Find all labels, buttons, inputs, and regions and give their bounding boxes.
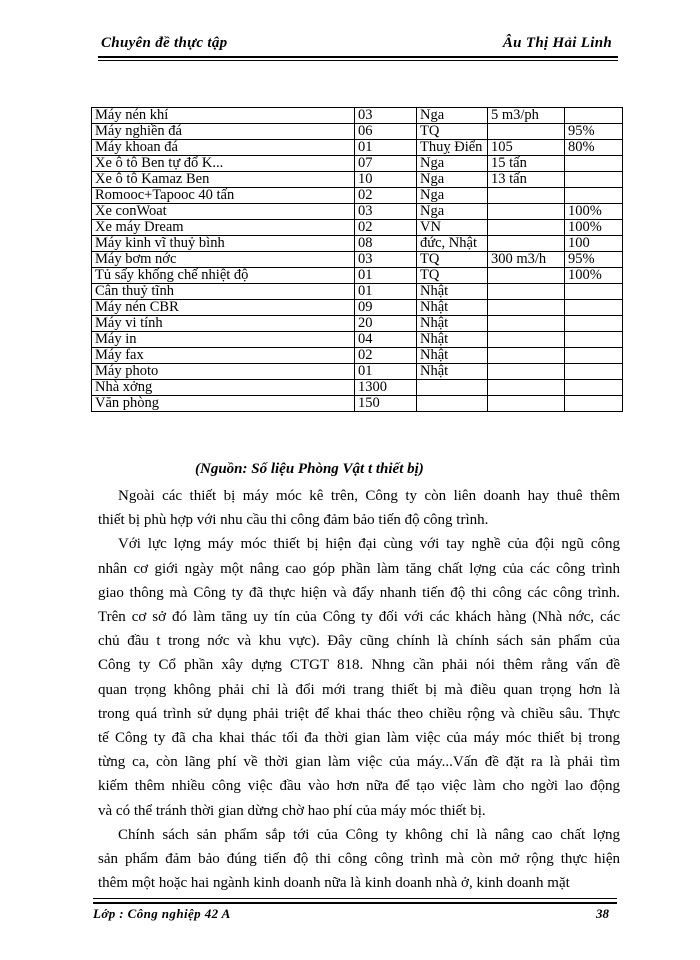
table-row <box>92 300 623 316</box>
table-cell: 100 <box>565 236 623 252</box>
table-row <box>92 380 623 396</box>
table-row <box>92 284 623 300</box>
table-cell: 20 <box>355 316 417 332</box>
table-cell: Nhật <box>417 316 488 332</box>
paragraph-line: tế Công ty đã cha khai thác tối đa thời gian làm việc của máy móc thiết bị trong <box>98 730 620 747</box>
table-cell: Tủ sấy khống chế nhiệt độ <box>92 268 355 284</box>
table-row <box>92 188 623 204</box>
table-cell <box>488 300 565 316</box>
table-cell: 01 <box>355 284 417 300</box>
paragraph-line: Với lực lợng máy móc thiết bị hiện đại cùng với tay nghề của đội ngũ công <box>118 536 620 553</box>
paragraph-line: thiết bị phù hợp với nhu cầu thi công đảm bảo tiến độ công trình. <box>98 512 489 529</box>
table-cell: Nga <box>417 156 488 172</box>
paragraph-line: kiếm thêm nhiều công việc đầu vào hơn nữa để tạo việc làm cho ngời lao động <box>98 778 620 795</box>
table-row <box>92 156 623 172</box>
table-cell <box>488 124 565 140</box>
paragraph-line: từng ca, còn lãng phí về thời gian làm việc của máy...Vấn đề đặt ra là phải tìm <box>98 754 620 771</box>
table-row <box>92 252 623 268</box>
table-cell <box>565 188 623 204</box>
header-rule <box>98 56 618 58</box>
page-header <box>98 33 618 63</box>
table-cell: Nga <box>417 204 488 220</box>
table-cell: Nhật <box>417 300 488 316</box>
table-cell: 01 <box>355 364 417 380</box>
paragraph-line: Trên cơ sở đó làm tăng uy tín của Công ty đối với các khách hàng (Nhà nớc, các <box>98 609 620 626</box>
table-cell <box>488 204 565 220</box>
paragraph-line: giao thông mà Công ty đã thực hiện và đẩy nhanh tiến độ thi công các công trình. <box>98 584 620 601</box>
table-cell <box>565 396 623 412</box>
table-cell: Nga <box>417 108 488 124</box>
table-cell <box>417 396 488 412</box>
table-cell: TQ <box>417 268 488 284</box>
paragraph-line: Công ty Cổ phần xây dựng CTGT 818. Nhng cần phải nói thêm rằng vấn đề <box>98 657 620 674</box>
table-row <box>92 124 623 140</box>
table-cell: 150 <box>355 396 417 412</box>
table-cell: 100% <box>565 204 623 220</box>
table-cell: 1300 <box>355 380 417 396</box>
table-cell: 09 <box>355 300 417 316</box>
header-author: Âu Thị Hải Linh <box>502 35 612 51</box>
table-cell: 95% <box>565 124 623 140</box>
table-cell: 07 <box>355 156 417 172</box>
table-cell: 10 <box>355 172 417 188</box>
table-cell: TQ <box>417 124 488 140</box>
table-cell: Nhật <box>417 364 488 380</box>
paragraph-line: sản phẩm đảm bảo đúng tiến độ thi công công trình mà còn mở rộng thực hiện <box>98 851 620 868</box>
table-cell: 13 tấn <box>488 172 565 188</box>
header-title: Chuyên đề thực tập <box>101 35 228 51</box>
table-row <box>92 332 623 348</box>
table-cell <box>565 172 623 188</box>
table-cell <box>565 156 623 172</box>
table-cell: đức, Nhật <box>417 236 488 252</box>
header-rule-thin <box>98 60 618 61</box>
table-cell: VN <box>417 220 488 236</box>
table-cell: Nhật <box>417 284 488 300</box>
table-cell: Nga <box>417 188 488 204</box>
footer-rule <box>93 902 617 904</box>
table-cell: 02 <box>355 188 417 204</box>
table-row <box>92 172 623 188</box>
source-note: (Nguồn: Số liệu Phòng Vật t thiết bị) <box>195 461 424 477</box>
paragraph-line: nhân cơ giới ngày một nâng cao góp phần làm tăng chất lợng của các công trình <box>98 560 620 577</box>
table-cell: 04 <box>355 332 417 348</box>
footer-rule-thin <box>93 898 617 899</box>
table-cell: 100% <box>565 220 623 236</box>
table-cell: TQ <box>417 252 488 268</box>
table-cell <box>488 332 565 348</box>
table-cell <box>565 364 623 380</box>
table-cell: Máy in <box>92 332 355 348</box>
table-row <box>92 364 623 380</box>
table-cell <box>565 300 623 316</box>
paragraph <box>98 823 620 896</box>
table-cell: 03 <box>355 204 417 220</box>
table-cell: Nhật <box>417 348 488 364</box>
table-cell <box>488 348 565 364</box>
table-cell: 02 <box>355 220 417 236</box>
table-cell: Nhà xởng <box>92 380 355 396</box>
table-cell: Máy vi tính <box>92 316 355 332</box>
paragraph-line: và có thể tránh thời gian dừng chờ hao phí của máy móc thiết bị. <box>98 802 486 819</box>
body-text <box>98 484 620 895</box>
table-cell: Xe ô tô Ben tự đổ K... <box>92 156 355 172</box>
paragraph-line: quan trọng không phải chỉ là đổi mới trang thiết bị mà điều quan trọng hơn là <box>98 681 620 698</box>
paragraph-line: Chính sách sản phẩm sắp tới của Công ty không chỉ là nâng cao chất lợng <box>118 826 620 843</box>
table-cell: Nga <box>417 172 488 188</box>
table-row <box>92 140 623 156</box>
table-row <box>92 220 623 236</box>
table-cell: 300 m3/h <box>488 252 565 268</box>
page-footer <box>93 898 617 924</box>
table-cell: 15 tấn <box>488 156 565 172</box>
table-row <box>92 348 623 364</box>
table-cell: Thuỵ Điển <box>417 140 488 156</box>
table-cell: 03 <box>355 108 417 124</box>
equipment-table <box>91 107 623 412</box>
paragraph-line: thêm một hoặc hai ngành kinh doanh nữa là kinh doanh nhà ở, kinh doanh mặt <box>98 875 570 892</box>
table-cell: Máy nghiền đá <box>92 124 355 140</box>
table-cell <box>488 380 565 396</box>
table-cell: 01 <box>355 268 417 284</box>
table-cell <box>488 236 565 252</box>
table-cell <box>488 316 565 332</box>
footer-class: Lớp : Công nghiệp 42 A <box>93 906 231 921</box>
table-cell <box>488 268 565 284</box>
table-cell <box>565 348 623 364</box>
paragraph-line: trong quá trình sử dụng phải triệt để khai thác theo chiều rộng và chiều sâu. Thực <box>98 705 620 722</box>
table-row <box>92 268 623 284</box>
paragraph <box>98 532 620 822</box>
table-cell: Máy fax <box>92 348 355 364</box>
table-cell: 08 <box>355 236 417 252</box>
table-cell: 03 <box>355 252 417 268</box>
paragraph-line: chủ đầu t trong nớc và khu vực). Đây cũng chính là chính sách sản phẩm của <box>98 633 620 650</box>
table-cell: 105 <box>488 140 565 156</box>
table-cell: Văn phòng <box>92 396 355 412</box>
table-cell <box>565 332 623 348</box>
table-cell <box>488 396 565 412</box>
table-cell <box>488 188 565 204</box>
table-cell <box>565 380 623 396</box>
table-cell: 100% <box>565 268 623 284</box>
table-cell: Cân thuỷ tĩnh <box>92 284 355 300</box>
table-row <box>92 316 623 332</box>
table-cell: Romooc+Tapooc 40 tấn <box>92 188 355 204</box>
table-cell: 95% <box>565 252 623 268</box>
paragraph-line: Ngoài các thiết bị máy móc kê trên, Công ty còn liên doanh hay thuê thêm <box>118 488 620 504</box>
table-cell <box>565 316 623 332</box>
table-cell: Nhật <box>417 332 488 348</box>
table-cell: 80% <box>565 140 623 156</box>
table-row <box>92 236 623 252</box>
table-cell: Máy khoan đá <box>92 140 355 156</box>
table-cell <box>565 108 623 124</box>
table-cell: 06 <box>355 124 417 140</box>
table-row <box>92 204 623 220</box>
table-cell <box>488 364 565 380</box>
table-cell: Máy photo <box>92 364 355 380</box>
table-cell <box>488 284 565 300</box>
table-cell: Máy bơm nớc <box>92 252 355 268</box>
table-cell: 02 <box>355 348 417 364</box>
table-row <box>92 108 623 124</box>
table-cell <box>565 284 623 300</box>
table-cell: Máy kinh vĩ thuỷ bình <box>92 236 355 252</box>
page-number: 38 <box>596 906 609 921</box>
table-cell: 01 <box>355 140 417 156</box>
paragraph <box>98 484 620 532</box>
table-cell <box>417 380 488 396</box>
table-cell <box>488 220 565 236</box>
table-cell: Máy nén khí <box>92 108 355 124</box>
table-cell: Xe conWoat <box>92 204 355 220</box>
table-cell: Máy nén CBR <box>92 300 355 316</box>
table-row <box>92 396 623 412</box>
table-cell: Xe máy Dream <box>92 220 355 236</box>
table-cell: 5 m3/ph <box>488 108 565 124</box>
table-cell: Xe ô tô Kamaz Ben <box>92 172 355 188</box>
